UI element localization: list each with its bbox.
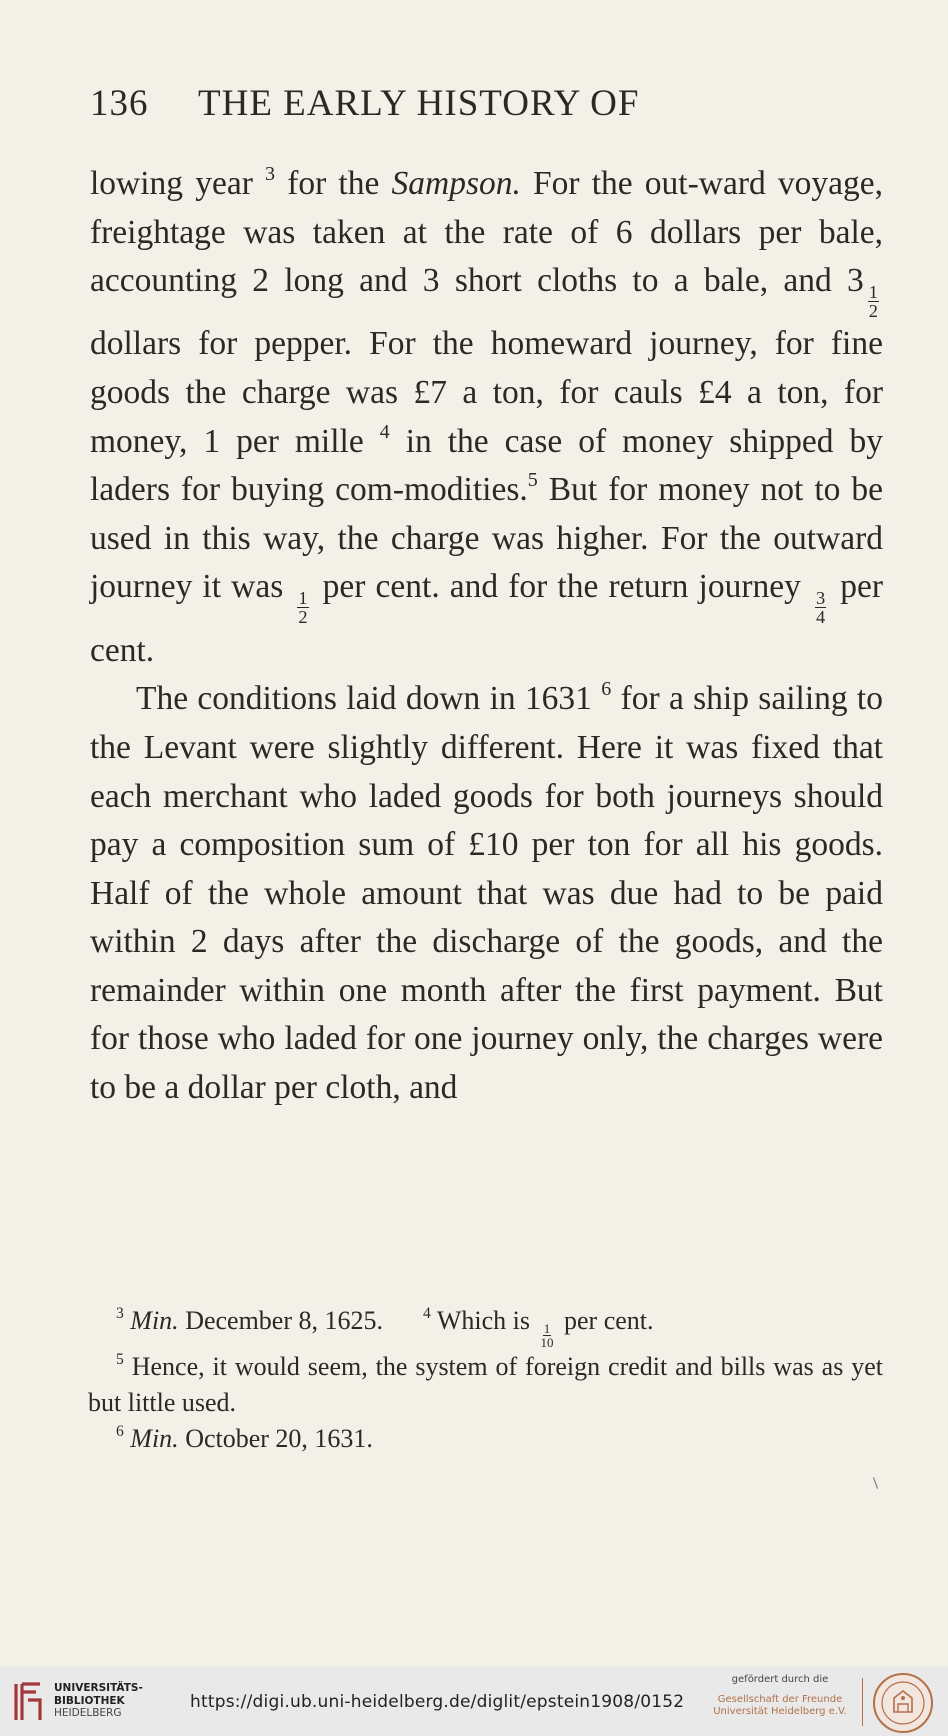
abbrev-minutes: Min. [130,1306,179,1335]
footnote-6 [88,1421,883,1457]
footnote-mark-4: 4 [423,1305,431,1323]
fraction-three-quarters [815,589,826,627]
text-run: lowing year [90,165,253,202]
page-number: 136 [90,83,149,124]
digitization-footer [0,1666,948,1736]
text-run: for the [275,165,392,202]
fraction-numerator: 3 [815,587,826,608]
footnote-ref-4: 4 [379,420,390,443]
sponsor-credit[interactable] [710,1674,850,1718]
paragraph-freightage [90,160,883,675]
library-logo-icon[interactable] [10,1680,46,1724]
text-run: But for money not to be used in this way, the charge was higher. For the outward journey it was [90,471,884,606]
fraction-numerator: 1 [298,587,308,608]
fraction-denominator: 2 [868,301,878,322]
fraction-one-half [297,589,308,627]
sponsor-divider [862,1678,863,1726]
ship-name: Sampson. [391,165,521,202]
footnote-ref-5: 5 [527,469,538,492]
sponsor-label: gefördert durch die [731,1674,829,1685]
text-run: per cent. [90,568,884,669]
footnote-mark-3: 3 [116,1305,124,1323]
abbrev-minutes: Min. [130,1423,179,1453]
paragraph-levant-conditions [90,675,883,1112]
footnote-text: Which is [430,1306,530,1335]
text-run: per cent. and for the return journey [322,568,801,606]
text-run: The conditions laid down in 1631 [136,680,592,718]
footnote-text: Hence, it would seem, the system of foreign credit and bills was as yet but little used. [88,1351,883,1417]
text-run: for a ship sailing to the Levant were slightly different. Here it was fixed that each merchant who laded goods for both journeys should pay a composition sum of £10 per ton for all his goods. Half of the whole amount that was due had to be paid within 2 days after the discharge of the goods, and the remainder within one month after the first payment. But for those who laded for one journey only, the charges were to be a dollar per cloth, and [90,680,883,1107]
sponsor-name-line: Universität Heidelberg e.V. [713,1706,847,1717]
library-name-line: UNIVERSITÄTS- [54,1682,143,1694]
fraction-denominator: 2 [298,607,308,628]
running-header [90,82,790,125]
text-run: For the out-ward voyage, freightage was taken at the rate of 6 dollars per bale, accounting 2 long and 3 short cloths to a bale, and 3 [90,165,883,300]
footnote-5 [88,1349,883,1421]
footnote-text: per cent. [564,1306,654,1335]
footnotes [88,1303,883,1457]
body-text [90,160,883,1113]
footnote-3-and-4 [88,1303,883,1349]
fraction-numerator: 1 [543,1320,551,1336]
footnote-ref-3: 3 [265,162,276,185]
fraction-denominator: 4 [815,607,826,628]
library-name-line: HEIDELBERG [54,1707,122,1719]
page-mark [873,1477,878,1489]
fraction-one-half [868,283,879,321]
footnote-text: October 20, 1631. [178,1423,373,1453]
footnote-ref-6: 6 [601,678,612,701]
footnote-mark-6: 6 [116,1422,124,1440]
text-run: in the case of money shipped by laders for buying com-modities. [90,422,883,509]
library-name[interactable] [54,1682,143,1720]
fraction-numerator: 1 [868,281,878,302]
fraction-one-tenth [541,1322,554,1349]
running-title: THE EARLY HISTORY OF [198,83,640,124]
fraction-denominator: 10 [540,1334,554,1350]
library-name-line: BIBLIOTHEK [54,1694,125,1707]
university-seal-icon[interactable] [872,1672,934,1734]
footnote-text: December 8, 1625. [178,1306,384,1335]
footnote-mark-5: 5 [116,1350,124,1368]
sponsor-name-line: Gesellschaft der Freunde [717,1694,843,1705]
permalink-url[interactable]: https://digi.ub.uni-heidelberg.de/diglit/epstein1908/0152 [190,1692,685,1712]
text-run: dollars for pepper. For the homeward journey, for fine goods the charge was £7 a ton, for cauls £4 a ton, for money, 1 per mille [90,325,883,460]
